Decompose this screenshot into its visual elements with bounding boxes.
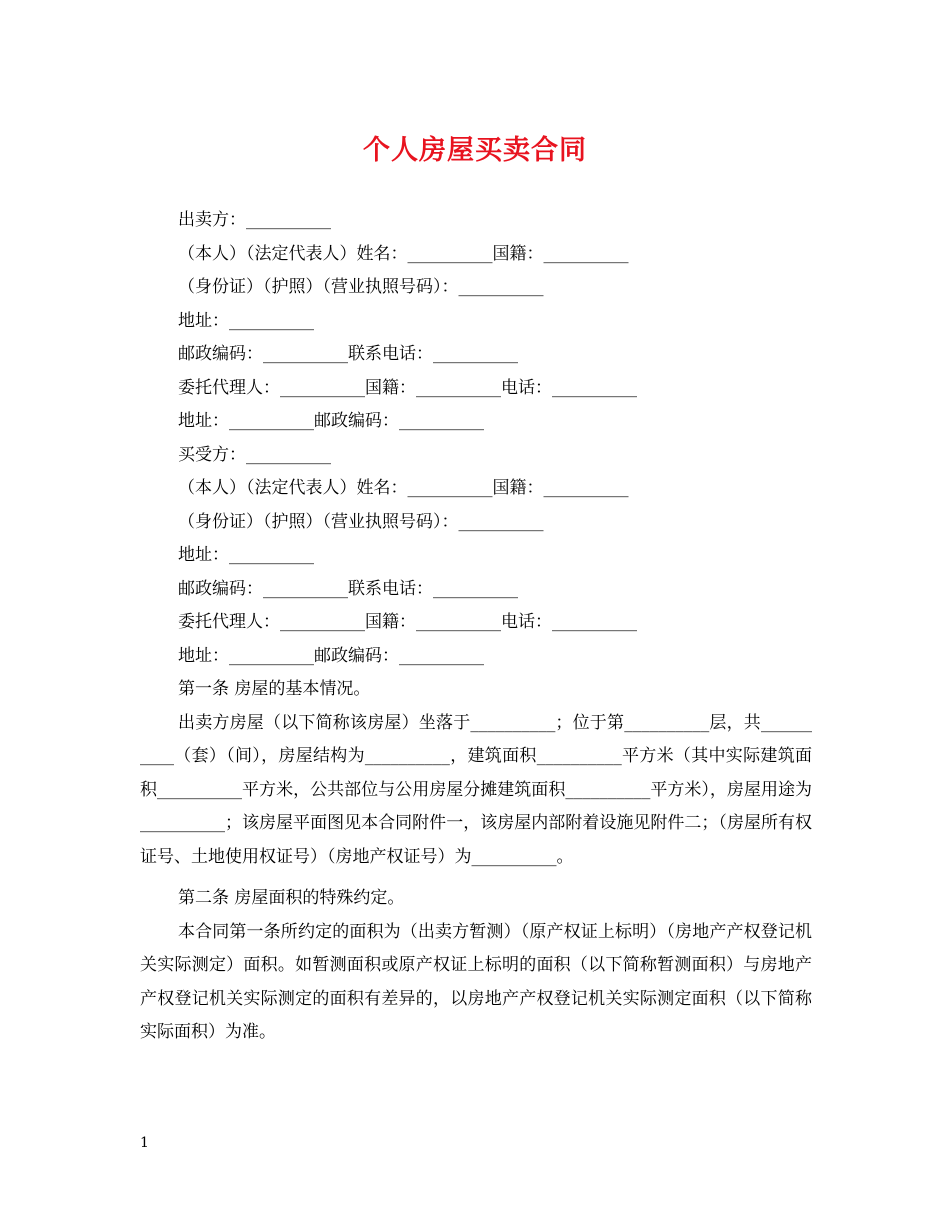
buyer-agent-line: 委托代理人：__________国籍：__________电话：__________ (178, 612, 637, 632)
buyer-agent-address-line: 地址：__________邮政编码：__________ (178, 645, 484, 666)
spacer (140, 874, 812, 882)
article1-paragraph: 出卖方房屋（以下简称该房屋）坐落于__________；位于第__________层，共__________（套）（间），房屋结构为__________，建筑面积__________平方米（其中实际建筑面积__________平方米，公共部位与公用房屋分摊建筑面积__________平方米），房屋用途为__________；该房屋平面图见本合同附件一，该房屋内部附着设施见附件二；（房屋所有权证号、土地使用权证号）（房地产权证号）为__________。 (140, 712, 812, 867)
document-body (140, 204, 812, 1050)
seller-address-line: 地址：__________ (178, 310, 314, 331)
page-number: 1 (140, 1135, 149, 1151)
article2-heading: 第二条 房屋面积的特殊约定。 (178, 888, 405, 908)
buyer-id-line: （身份证）（护照）（营业执照号码）：__________ (178, 511, 544, 532)
article2-paragraph: 本合同第一条所约定的面积为（出卖方暂测）（原产权证上标明）（房地产产权登记机关实际测定）面积。如暂测面积或原产权证上标明的面积（以下简称暂测面积）与房地产产权登记机关实际测定的面积有差异的，以房地产产权登记机关实际测定面积（以下简称实际面积）为准。 (140, 921, 812, 1042)
seller-agent-address-line: 地址：__________邮政编码：__________ (178, 411, 484, 431)
seller-name-nationality-line: （本人）（法定代表人）姓名：__________国籍：__________ (178, 243, 629, 264)
document-title: 个人房屋买卖合同 (363, 135, 587, 166)
article1-heading: 第一条 房屋的基本情况。 (178, 679, 371, 699)
buyer-postcode-phone-line: 邮政编码：__________联系电话：__________ (178, 578, 518, 599)
seller-agent-line: 委托代理人：__________国籍：__________电话：__________ (178, 377, 637, 398)
buyer-address-line: 地址：__________ (178, 545, 314, 565)
buyer-name-nationality-line: （本人）（法定代表人）姓名：__________国籍：__________ (178, 478, 629, 498)
seller-id-line: （身份证）（护照）（营业执照号码）：__________ (178, 277, 544, 297)
buyer-line: 买受方：__________ (178, 444, 331, 465)
seller-postcode-phone-line: 邮政编码：__________联系电话：__________ (178, 344, 518, 364)
seller-line: 出卖方：__________ (178, 210, 331, 230)
